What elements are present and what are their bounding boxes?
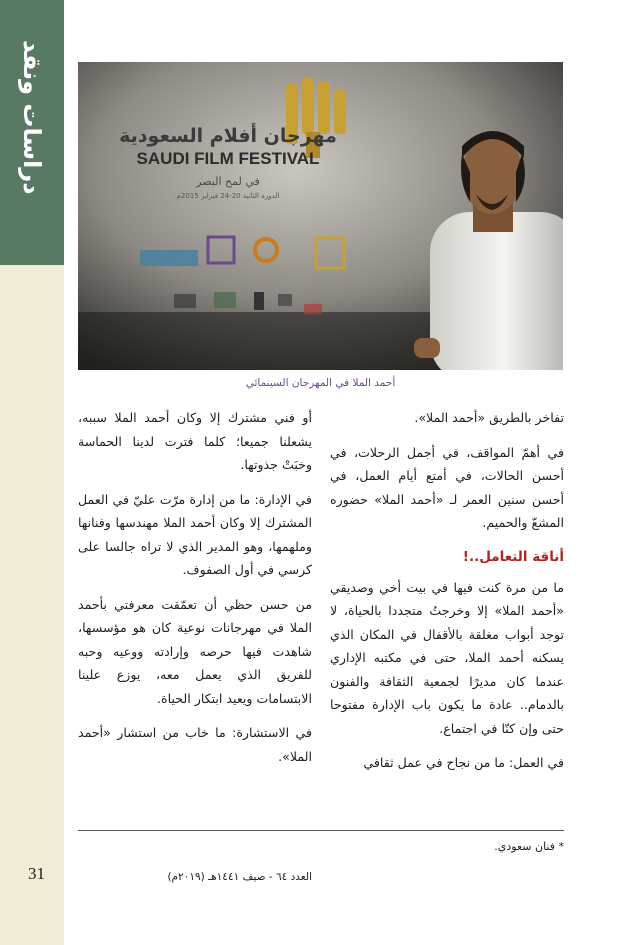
paragraph: في الاستشارة: ما خاب من استشار «أحمد الملا». [78,725,312,764]
issue-info: العدد ٦٤ - صيف ١٤٤١هـ (٢٠١٩م) [167,871,312,883]
sponsor-logo-icon [254,292,264,310]
paragraph: في أهمّ المواقف، في أجمل الرحلات، في أحسن الحالات، في أمتع أيام العمل، في أحسن سنين العمر لـ «أحمد الملا» حضوره المشعّ والحميم. [330,444,564,530]
footnote [84,840,564,853]
footnote-text: فنان سعودي. [494,840,555,853]
article-photo [78,62,563,370]
article-column-left [78,406,312,779]
photo-caption: أحمد الملا في المهرجان السينمائي [245,377,396,389]
banner-arabic-title: مهرجان أفلام السعودية [119,125,337,147]
paragraph: في العمل: ما من نجاح في عمل ثقافي [363,755,564,770]
sponsor-logo-icon [214,292,236,308]
section-tab [0,0,64,265]
banner-english-title: SAUDI FILM FESTIVAL [136,149,320,168]
banner-edition: الدورة الثانية 20-24 فبراير 2015م [176,192,280,200]
sponsor-logo-icon [304,304,322,314]
article-subheading: أناقة التعامل..! [462,548,564,565]
festival-photo-illustration [78,62,563,370]
sponsor-logo-icon [174,294,196,308]
paragraph: من حسن حظي أن تعمّقت معرفتي بأحمد الملا في مهرجانات نوعية كان هو مؤسسها، شاهدت فيها حرصه وإرادته ووعيه وحبه للفريق الذي يعمل معه، يوزع علينا الابتسامات ويعيد ابتكار الحياة. [78,596,312,706]
paragraph: تفاخر بالطريق «أحمد الملا». [414,410,564,425]
footnote-divider [78,830,564,831]
paragraph: ما من مرة كنت فيها في بيت أخي وصديقي «أحمد الملا» إلا وخرجتُ متجددا بالحياة، لا توجد أبواب مغلقة بالأقفال في المكان الذي يسكنه أحمد الملا، حتى في مكتبه الإداري عندما كان مديرًا لجمعية الثقافة والفنون بالدمام.. عادة ما يكون باب الإدارة مفتوحا حتى وإن كنّا في اجتماع. [330,579,564,736]
section-title: دراسات ونقد [18,40,46,195]
footnote-marker: * [558,840,564,853]
sponsor-logo-icon [278,294,292,306]
paragraph: أو فني مشترك إلا وكان أحمد الملا سببه، يشعلنا جميعا؛ كلما فترت لدينا الحماسة وخبَتْ جذوتها. [78,410,312,472]
paragraph: في الإدارة: ما من إدارة مرّت عليّ في العمل المشترك إلا وكان أحمد الملا مهندسها وفنانها وملهمها، وهو المدير الذي لا تراه جالسا على كرسي في أول الصفوف. [78,491,312,577]
banner-slogan: في لمح البصر [196,175,260,188]
page-number: 31 [28,864,45,883]
sponsor-logo-icon [140,250,198,266]
article-column-right [330,406,564,786]
